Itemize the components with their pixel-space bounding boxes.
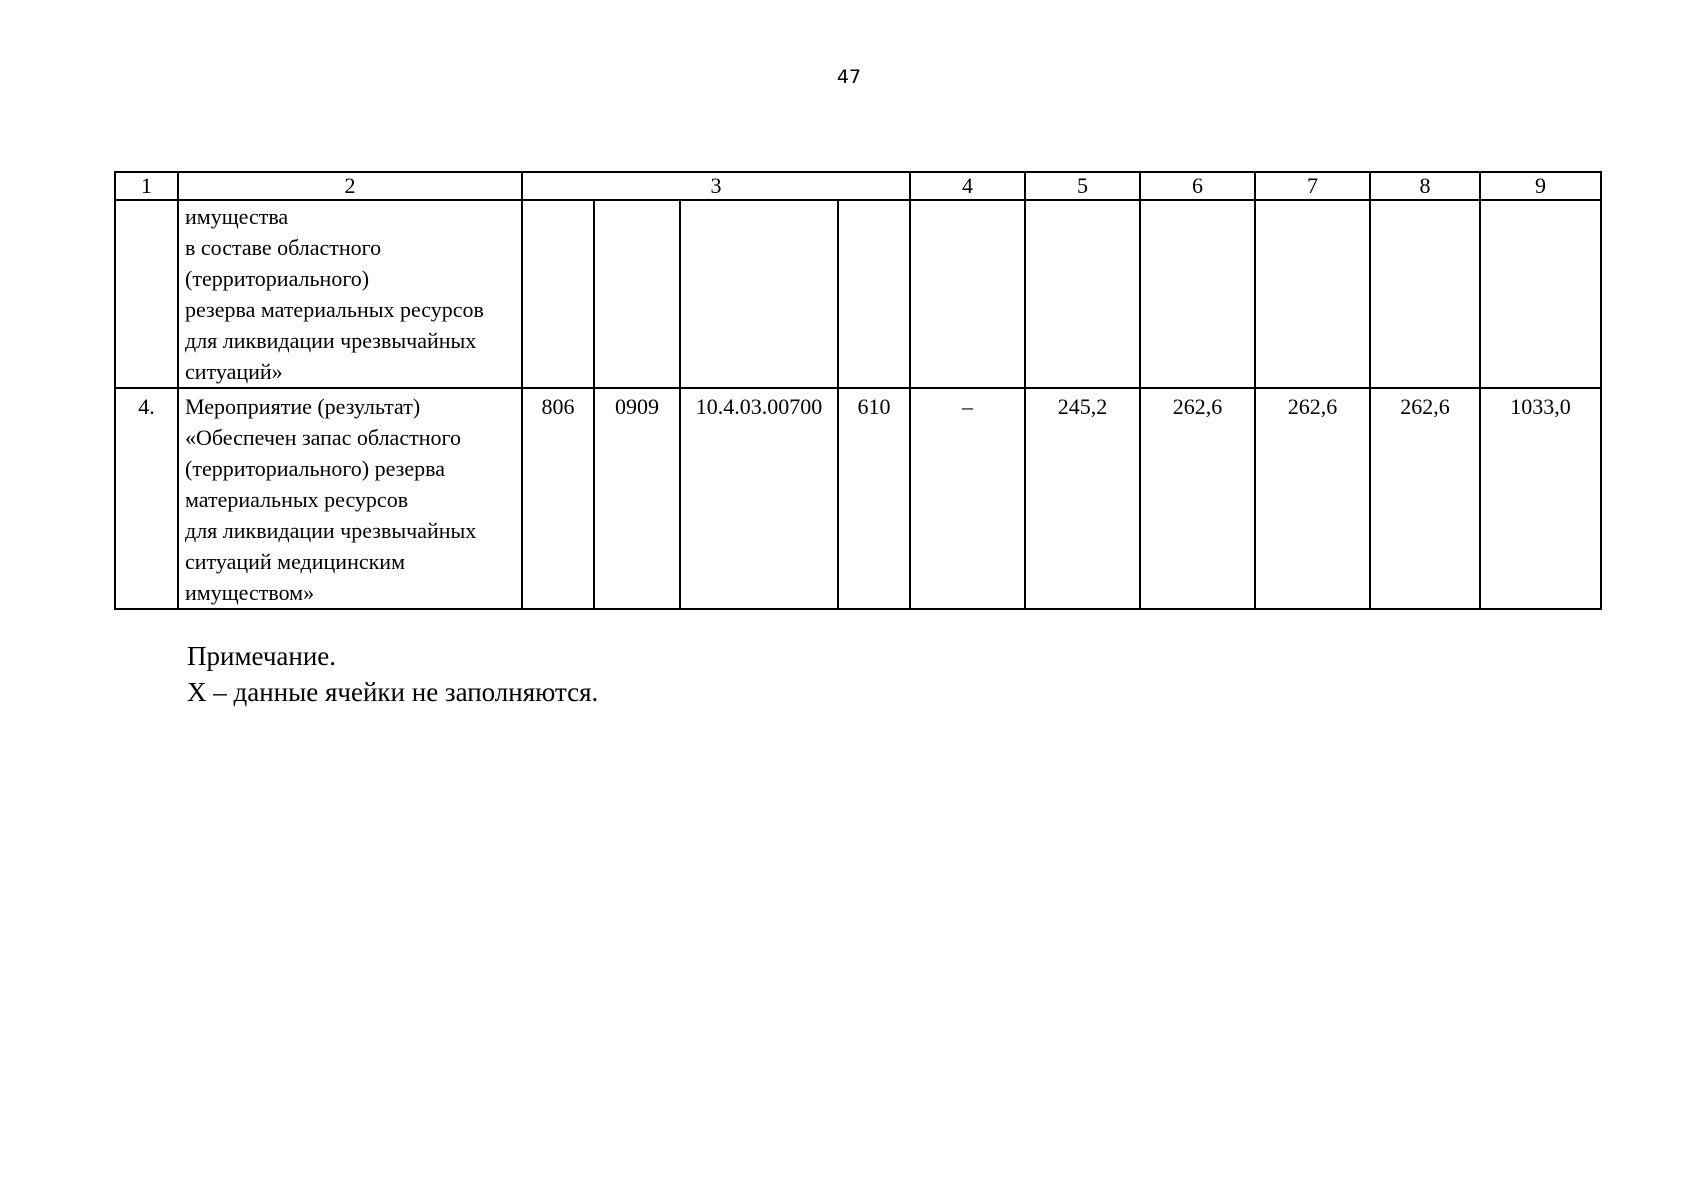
header-cell-3: 3 xyxy=(522,172,910,200)
note-title: Примечание. xyxy=(187,641,337,671)
header-cell-9: 9 xyxy=(1480,172,1601,200)
value-cell-col5: 245,2 xyxy=(1025,388,1140,609)
description-line: имуществом» xyxy=(185,580,315,605)
row-description-cell xyxy=(178,200,522,388)
row-index-cell xyxy=(115,200,178,388)
description-line: (территориального) резерва xyxy=(185,456,445,481)
header-cell-5: 5 xyxy=(1025,172,1140,200)
empty-cell xyxy=(1480,200,1601,388)
empty-cell xyxy=(1025,200,1140,388)
value-cell-col9: 1033,0 xyxy=(1480,388,1601,609)
code-cell-ministry: 806 xyxy=(522,388,594,609)
description-line: материальных ресурсов xyxy=(185,487,409,512)
table-header-row xyxy=(115,172,1601,200)
description-line: ситуаций» xyxy=(185,359,283,384)
description-line: ситуаций медицинским xyxy=(185,549,405,574)
budget-table xyxy=(114,171,1602,610)
empty-cell xyxy=(910,200,1025,388)
description-line: резерва материальных ресурсов xyxy=(185,297,484,322)
code-cell-expense-type: 610 xyxy=(838,388,910,609)
empty-cell xyxy=(1140,200,1255,388)
value-cell-col7: 262,6 xyxy=(1255,388,1370,609)
description-line: для ликвидации чрезвычайных xyxy=(185,518,477,543)
row-description-cell xyxy=(178,388,522,609)
note-block xyxy=(187,638,598,710)
header-cell-6: 6 xyxy=(1140,172,1255,200)
code-cell-target-article: 10.4.03.00700 xyxy=(680,388,838,609)
value-cell-col6: 262,6 xyxy=(1140,388,1255,609)
page-number: 47 xyxy=(836,66,862,88)
empty-cell xyxy=(680,200,838,388)
empty-cell xyxy=(594,200,680,388)
table-row xyxy=(115,200,1601,388)
value-cell-col8: 262,6 xyxy=(1370,388,1480,609)
description-line: для ликвидации чрезвычайных xyxy=(185,328,477,353)
description-line: имущества xyxy=(185,204,289,229)
header-cell-4: 4 xyxy=(910,172,1025,200)
empty-cell xyxy=(1370,200,1480,388)
empty-cell xyxy=(1255,200,1370,388)
description-line: «Обеспечен запас областного xyxy=(185,425,461,450)
description-line: Мероприятие (результат) xyxy=(185,394,421,419)
header-cell-7: 7 xyxy=(1255,172,1370,200)
description-line: (территориального) xyxy=(185,266,370,291)
empty-cell xyxy=(838,200,910,388)
header-cell-8: 8 xyxy=(1370,172,1480,200)
header-cell-2: 2 xyxy=(178,172,522,200)
description-line: в составе областного xyxy=(185,235,382,260)
header-cell-1: 1 xyxy=(115,172,178,200)
row-index-cell: 4. xyxy=(115,388,178,609)
code-cell-section: 0909 xyxy=(594,388,680,609)
empty-cell xyxy=(522,200,594,388)
value-cell-col4: – xyxy=(910,388,1025,609)
table-row xyxy=(115,388,1601,609)
note-text: Х – данные ячейки не заполняются. xyxy=(187,677,599,707)
